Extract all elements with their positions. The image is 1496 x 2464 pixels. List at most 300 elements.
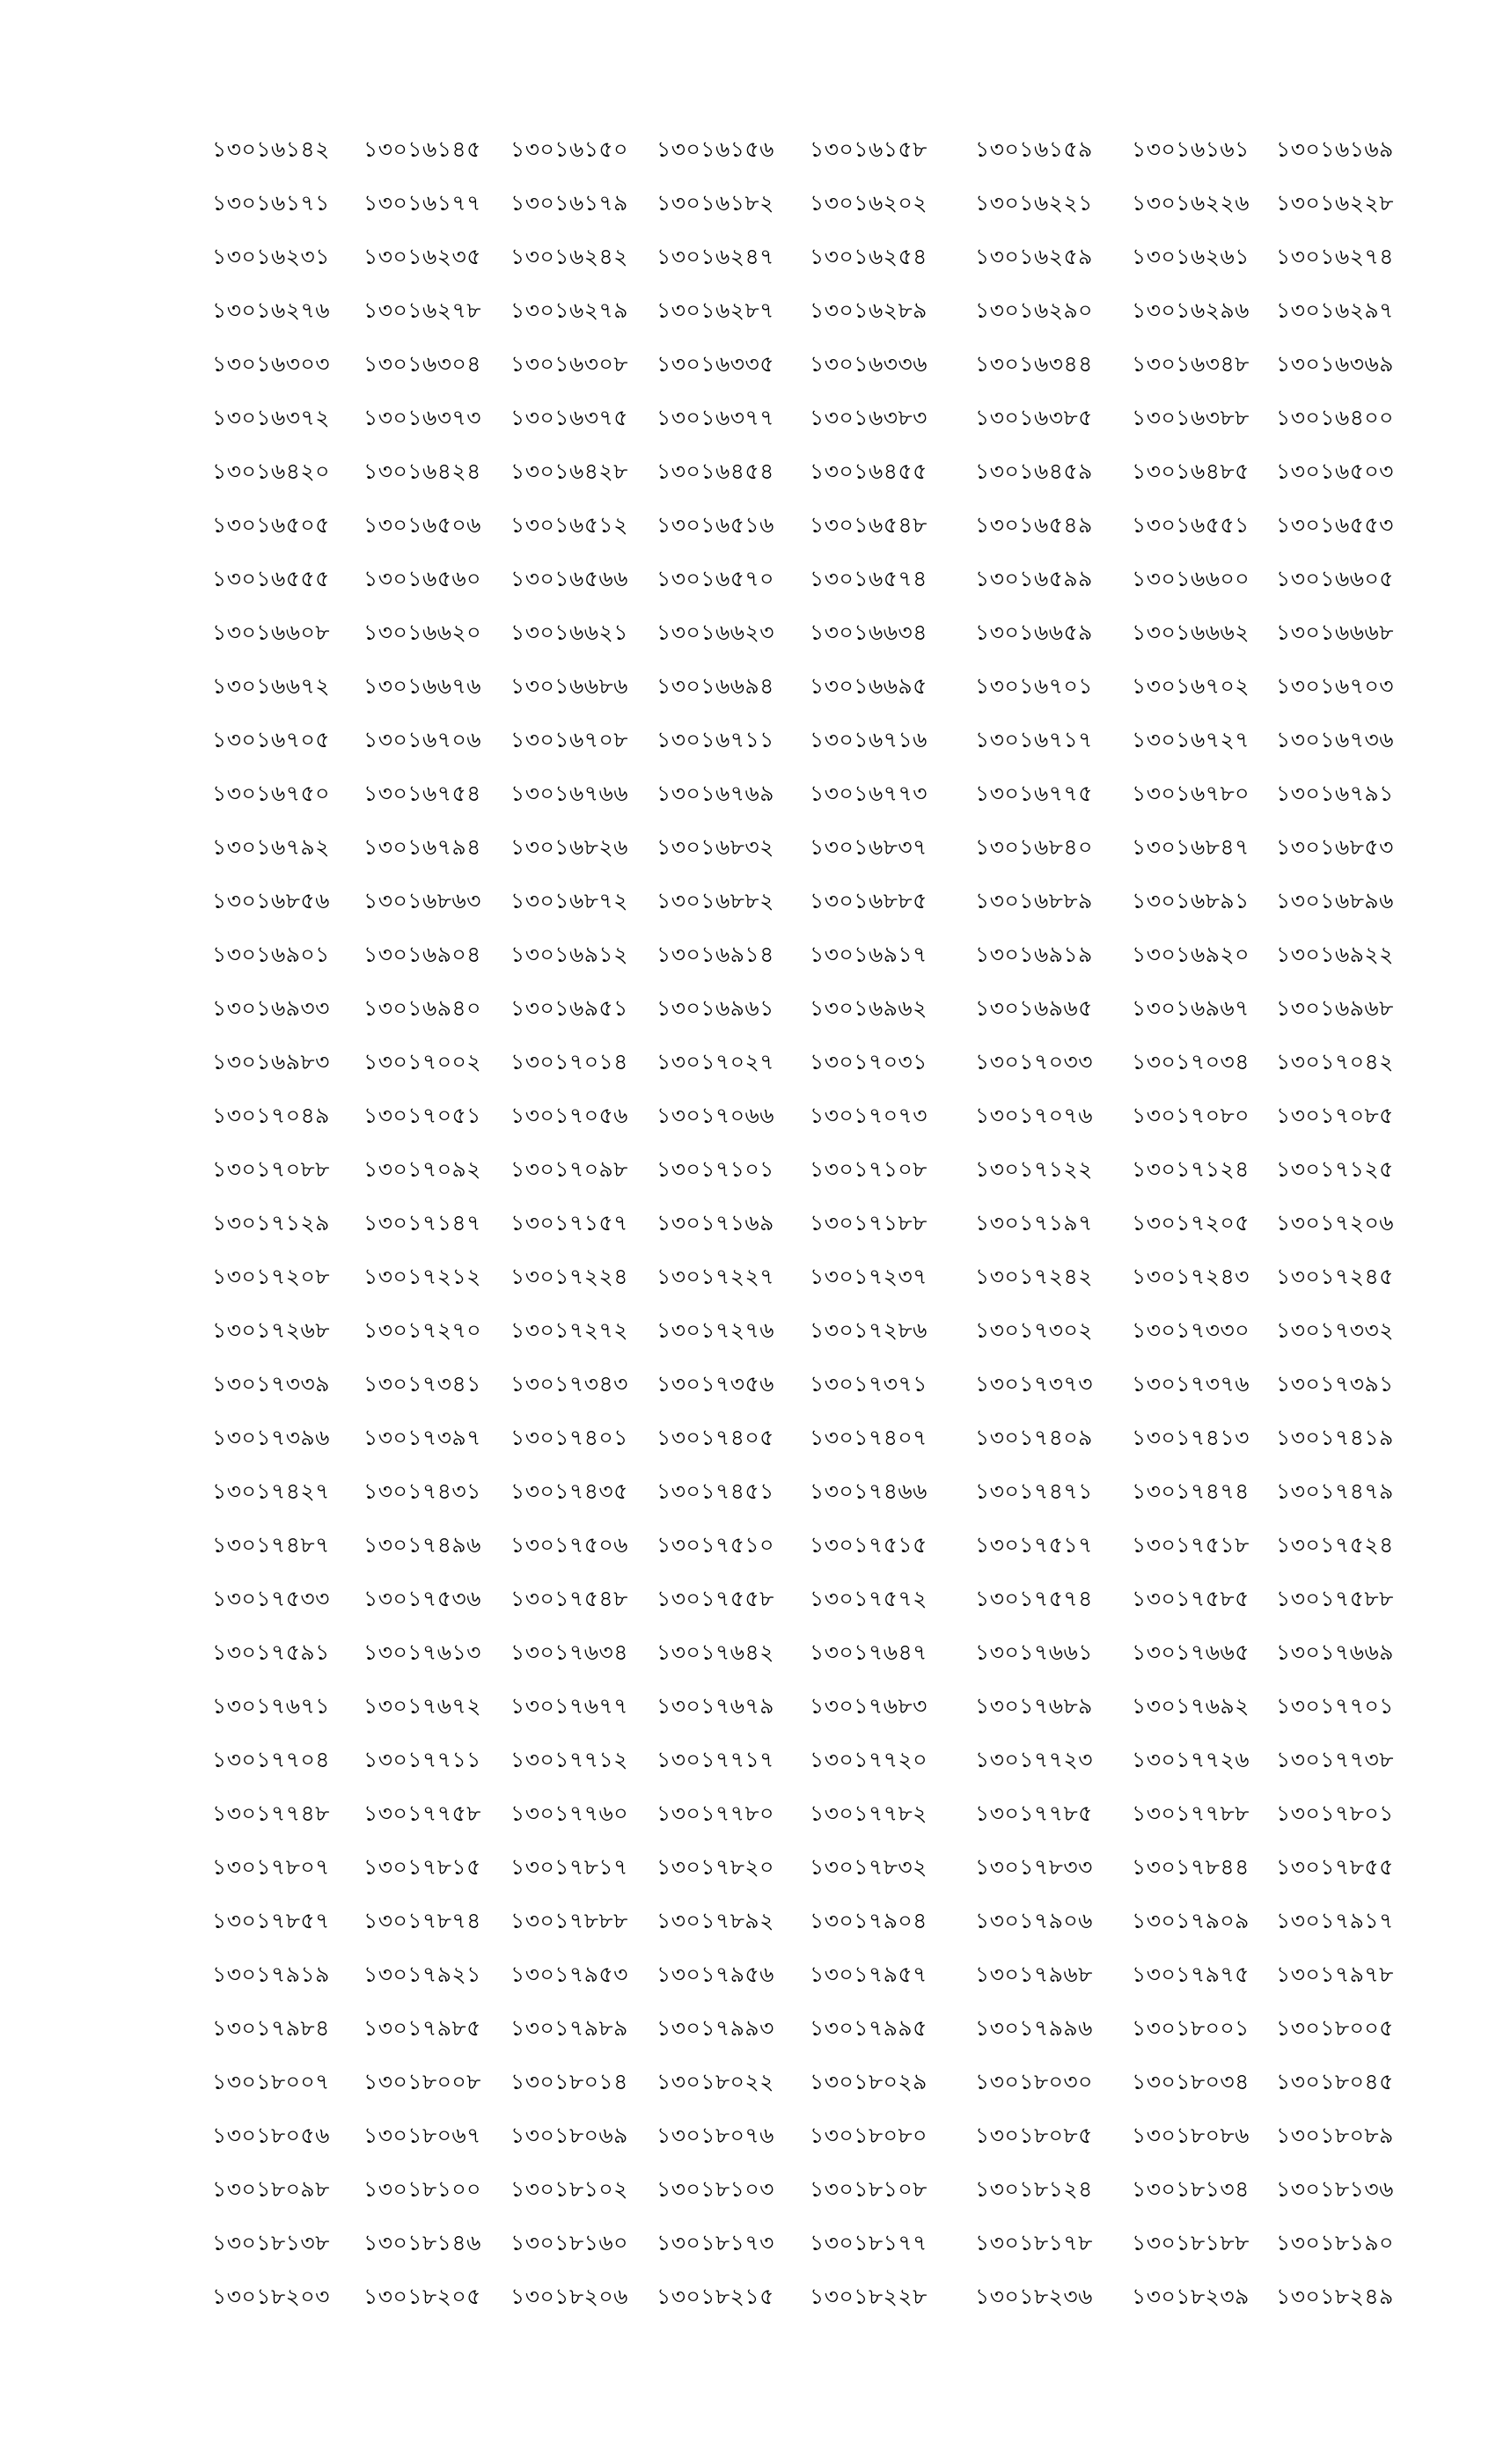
roll-number: ১৩০১৮১৭৮: [975, 2230, 1093, 2255]
roll-number: ১৩০১৭২৭২: [510, 1317, 628, 1343]
roll-number: ১৩০১৮০১৪: [510, 2069, 628, 2094]
roll-number: ১৩০১৭১২৫: [1276, 1156, 1394, 1182]
roll-number: ১৩০১৭০৩৩: [975, 1049, 1093, 1074]
roll-number: ১৩০১৭৯৯৫: [810, 2015, 928, 2041]
roll-number: ১৩০১৭৯৮৯: [510, 2015, 628, 2041]
roll-number: ১৩০১৭৬১৩: [363, 1639, 481, 1665]
roll-number: ১৩০১৭৩৩২: [1276, 1317, 1394, 1343]
roll-number: ১৩০১৬৭৮০: [1132, 781, 1250, 806]
roll-number: ১৩০১৮১২৪: [975, 2176, 1093, 2202]
roll-number: ১৩০১৭৫৪৮: [510, 1586, 628, 1611]
roll-number: ১৩০১৬৪২৪: [363, 458, 481, 484]
roll-number: ১৩০১৭৪৭৪: [1132, 1478, 1250, 1504]
roll-number: ১৩০১৭৩০২: [975, 1317, 1093, 1343]
roll-number: ১৩০১৬২৯৬: [1132, 297, 1250, 323]
roll-row: [0, 508, 1496, 561]
roll-number: ১৩০১৬৯২০: [1132, 942, 1250, 967]
roll-number: ১৩০১৭৪০৭: [810, 1425, 928, 1450]
roll-number: ১৩০১৬৮৮২: [656, 888, 774, 913]
roll-number: ১৩০১৮১৩৮: [212, 2230, 330, 2255]
roll-number: ১৩০১৬৩০৩: [212, 351, 330, 377]
roll-number: ১৩০১৭৮১৫: [363, 1854, 481, 1880]
roll-number: ১৩০১৮২৪৯: [1276, 2284, 1394, 2309]
roll-number: ১৩০১৮১৭৩: [656, 2230, 774, 2255]
roll-number: ১৩০১৬২৯০: [975, 297, 1093, 323]
roll-number: ১৩০১৬৬৫৯: [975, 620, 1093, 645]
roll-row: [0, 1045, 1496, 1098]
roll-number: ১৩০১৭৩৭৩: [975, 1371, 1093, 1397]
roll-number: ১৩০১৬৩৮৫: [975, 405, 1093, 430]
roll-row: [0, 669, 1496, 722]
roll-number: ১৩০১৭২০৫: [1132, 1210, 1250, 1236]
roll-number: ১৩০১৬৩৮৮: [1132, 405, 1250, 430]
roll-row: [0, 1259, 1496, 1313]
roll-number: ১৩০১৭৮১৭: [510, 1854, 628, 1880]
roll-number: ১৩০১৬৭৭৩: [810, 781, 928, 806]
roll-number: ১৩০১৭৫০৬: [510, 1532, 628, 1558]
roll-number: ১৩০১৮১০৩: [656, 2176, 774, 2202]
roll-number: ১৩০১৭২২৭: [656, 1264, 774, 1289]
roll-number: ১৩০১৭৭৬০: [510, 1800, 628, 1826]
roll-number: ১৩০১৭০৩১: [810, 1049, 928, 1074]
roll-row: [0, 1796, 1496, 1850]
roll-number: ১৩০১৭২৭৬: [656, 1317, 774, 1343]
roll-number: ১৩০১৬১৭১: [212, 190, 330, 216]
roll-number: ১৩০১৭০৭৩: [810, 1103, 928, 1128]
roll-number: ১৩০১৭৭৫৮: [363, 1800, 481, 1826]
roll-number: ১৩০১৬৮৩৭: [810, 834, 928, 860]
roll-number: ১৩০১৭০৮৮: [212, 1156, 330, 1182]
roll-number: ১৩০১৬২২১: [975, 190, 1093, 216]
roll-number: ১৩০১৭৩৯৬: [212, 1425, 330, 1450]
roll-number: ১৩০১৭৬৪৭: [810, 1639, 928, 1665]
roll-number: ১৩০১৬৮৭২: [510, 888, 628, 913]
roll-number: ১৩০১৬৪২০: [212, 458, 330, 484]
roll-number: ১৩০১৭৬৩৪: [510, 1639, 628, 1665]
roll-number: ১৩০১৬৮৬৩: [363, 888, 481, 913]
roll-number: ১৩০১৭৪০১: [510, 1425, 628, 1450]
roll-number: ১৩০১৭৭১২: [510, 1747, 628, 1772]
roll-number: ১৩০১৮০৯৮: [212, 2176, 330, 2202]
roll-number: ১৩০১৬৭৩৬: [1276, 727, 1394, 752]
roll-number: ১৩০১৭৫২৪: [1276, 1532, 1394, 1558]
roll-row: [0, 830, 1496, 884]
roll-number: ১৩০১৭০৫৬: [510, 1103, 628, 1128]
roll-row: [0, 722, 1496, 776]
roll-number: ১৩০১৬৬৭৬: [363, 673, 481, 699]
roll-number: ১৩০১৭২৬৮: [212, 1317, 330, 1343]
roll-number: ১৩০১৬৭৯৪: [363, 834, 481, 860]
roll-number: ১৩০১৭৭২০: [810, 1747, 928, 1772]
roll-row: [0, 1152, 1496, 1206]
roll-row: [0, 1689, 1496, 1742]
roll-number: ১৩০১৬৯৪০: [363, 995, 481, 1021]
roll-number: ১৩০১৬৭৫০: [212, 781, 330, 806]
roll-number: ১৩০১৭৩৭১: [810, 1371, 928, 1397]
roll-row: [0, 1850, 1496, 1903]
roll-number: ১৩০১৬৯৩৩: [212, 995, 330, 1021]
roll-number: ১৩০১৭৯৭৮: [1276, 1962, 1394, 1987]
roll-row: [0, 239, 1496, 293]
roll-number: ১৩০১৭৩৭৬: [1132, 1371, 1250, 1397]
roll-number: ১৩০১৬৯০৪: [363, 942, 481, 967]
roll-number: ১৩০১৬১৫০: [510, 136, 628, 162]
roll-number: ১৩০১৭২১২: [363, 1264, 481, 1289]
roll-row: [0, 1367, 1496, 1420]
roll-number: ১৩০১৭২৪২: [975, 1264, 1093, 1289]
roll-number: ১৩০১৭৮৫৫: [1276, 1854, 1394, 1880]
roll-number: ১৩০১৬৪৫৪: [656, 458, 774, 484]
roll-number: ১৩০১৬৪৮৫: [1132, 458, 1250, 484]
roll-number: ১৩০১৭৩৫৬: [656, 1371, 774, 1397]
roll-number: ১৩০১৭০৪২: [1276, 1049, 1394, 1074]
roll-row: [0, 561, 1496, 615]
roll-row: [0, 1957, 1496, 2011]
roll-number: ১৩০১৭৮৪৪: [1132, 1854, 1250, 1880]
roll-number: ১৩০১৭৬৯২: [1132, 1693, 1250, 1719]
roll-number: ১৩০১৬২৭৮: [363, 297, 481, 323]
roll-number: ১৩০১৭৩৩০: [1132, 1317, 1250, 1343]
roll-number: ১৩০১৭৪৯৬: [363, 1532, 481, 1558]
roll-number: ১৩০১৬৯১৭: [810, 942, 928, 967]
roll-number: ১৩০১৭০৫১: [363, 1103, 481, 1128]
roll-number: ১৩০১৭৩৪৩: [510, 1371, 628, 1397]
roll-number: ১৩০১৬৯১২: [510, 942, 628, 967]
roll-number: ১৩০১৬৫৪৯: [975, 512, 1093, 538]
roll-number: ১৩০১৭৭১৭: [656, 1747, 774, 1772]
roll-number: ১৩০১৭৭২৬: [1132, 1747, 1250, 1772]
roll-number: ১৩০১৬৩৩৫: [656, 351, 774, 377]
roll-number: ১৩০১৬৪৫৯: [975, 458, 1093, 484]
roll-row: [0, 615, 1496, 669]
roll-number: ১৩০১৬৬৯৪: [656, 673, 774, 699]
roll-row: [0, 2064, 1496, 2118]
roll-number: ১৩০১৭৩৪১: [363, 1371, 481, 1397]
roll-number: ১৩০১৭৬৬১: [975, 1639, 1093, 1665]
roll-number: ১৩০১৭২৭০: [363, 1317, 481, 1343]
roll-number: ১৩০১৮০০৭: [212, 2069, 330, 2094]
roll-number: ১৩০১৮২৩৯: [1132, 2284, 1250, 2309]
roll-number: ১৩০১৮০০৮: [363, 2069, 481, 2094]
roll-number: ১৩০১৭৪০৯: [975, 1425, 1093, 1450]
roll-number: ১৩০১৬৫৯৯: [975, 566, 1093, 591]
roll-number: ১৩০১৮০৬৯: [510, 2123, 628, 2148]
roll-number: ১৩০১৬৬২১: [510, 620, 628, 645]
roll-number: ১৩০১৬৭০৮: [510, 727, 628, 752]
roll-row: [0, 2011, 1496, 2064]
roll-number: ১৩০১৮১৩৪: [1132, 2176, 1250, 2202]
roll-number: ১৩০১৭৭৮৫: [975, 1800, 1093, 1826]
roll-number: ১৩০১৭৯৫৭: [810, 1962, 928, 1987]
roll-number: ১৩০১৬২০২: [810, 190, 928, 216]
roll-number: ১৩০১৬৭১১: [656, 727, 774, 752]
roll-number: ১৩০১৭৮৩৩: [975, 1854, 1093, 1880]
roll-number: ১৩০১৬৬০৮: [212, 620, 330, 645]
roll-number: ১৩০১৭৭৮০: [656, 1800, 774, 1826]
roll-number: ১৩০১৬৭৫৪: [363, 781, 481, 806]
roll-number: ১৩০১৭৪৮৭: [212, 1532, 330, 1558]
roll-number: ১৩০১৭৯৬৮: [975, 1962, 1093, 1987]
roll-number: ১৩০১৬৯১৪: [656, 942, 774, 967]
roll-number: ১৩০১৬৫৪৮: [810, 512, 928, 538]
roll-number: ১৩০১৬৩৭৭: [656, 405, 774, 430]
roll-row: [0, 1581, 1496, 1635]
roll-number: ১৩০১৬৭২৭: [1132, 727, 1250, 752]
roll-number: ১৩০১৬৭০৫: [212, 727, 330, 752]
roll-number: ১৩০১৮২২৮: [810, 2284, 928, 2309]
roll-number: ১৩০১৬৬০৫: [1276, 566, 1394, 591]
roll-row: [0, 132, 1496, 186]
roll-number: ১৩০১৭৪২৭: [212, 1478, 330, 1504]
roll-number: ১৩০১৭৯৯৬: [975, 2015, 1093, 2041]
roll-number: ১৩০১৭১২৯: [212, 1210, 330, 1236]
roll-number: ১৩০১৬৬২০: [363, 620, 481, 645]
roll-number: ১৩০১৮০২৯: [810, 2069, 928, 2094]
roll-number: ১৩০১৮১৭৭: [810, 2230, 928, 2255]
roll-number: ১৩০১৮১০২: [510, 2176, 628, 2202]
roll-number: ১৩০১৭৩৯৭: [363, 1425, 481, 1450]
roll-number: ১৩০১৬২৬১: [1132, 244, 1250, 269]
roll-number: ১৩০১৭৬৮৩: [810, 1693, 928, 1719]
roll-number: ১৩০১৭৩৯১: [1276, 1371, 1394, 1397]
roll-number: ১৩০১৭৫৮৮: [1276, 1586, 1394, 1611]
roll-number: ১৩০১৭৫৯১: [212, 1639, 330, 1665]
roll-number: ১৩০১৭৯৭৫: [1132, 1962, 1250, 1987]
roll-number: ১৩০১৬৬২৩: [656, 620, 774, 645]
roll-number: ১৩০১৬২২৮: [1276, 190, 1394, 216]
roll-number: ১৩০১৬৮৫৩: [1276, 834, 1394, 860]
roll-number: ১৩০১৬৫৫৩: [1276, 512, 1394, 538]
roll-number: ১৩০১৬৭১৭: [975, 727, 1093, 752]
roll-number: ১৩০১৬৫৭০: [656, 566, 774, 591]
roll-number: ১৩০১৮০৪৫: [1276, 2069, 1394, 2094]
roll-number: ১৩০১৭৫১৫: [810, 1532, 928, 1558]
roll-number: ১৩০১৬৩৮৩: [810, 405, 928, 430]
roll-number: ১৩০১৬৭৬৯: [656, 781, 774, 806]
roll-number: ১৩০১৮১৩৬: [1276, 2176, 1394, 2202]
roll-row: [0, 1206, 1496, 1259]
roll-number: ১৩০১৬৮৩২: [656, 834, 774, 860]
roll-number: ১৩০১৬১৪২: [212, 136, 330, 162]
roll-number: ১৩০১৬৮৪০: [975, 834, 1093, 860]
roll-number: ১৩০১৭৬৭২: [363, 1693, 481, 1719]
roll-number: ১৩০১৬৫৫৫: [212, 566, 330, 591]
roll-number: ১৩০১৬৬৩৪: [810, 620, 928, 645]
roll-number: ১৩০১৮২০৩: [212, 2284, 330, 2309]
roll-number: ১৩০১৬৯৫১: [510, 995, 628, 1021]
roll-number: ১৩০১৭০৪৯: [212, 1103, 330, 1128]
roll-number: ১৩০১৭৭০১: [1276, 1693, 1394, 1719]
roll-number: ১৩০১৬৫০৬: [363, 512, 481, 538]
roll-row: [0, 1635, 1496, 1689]
roll-number: ১৩০১৬৭৭৫: [975, 781, 1093, 806]
roll-number: ১৩০১৬৫১২: [510, 512, 628, 538]
roll-number: ১৩০১৬৫৫১: [1132, 512, 1250, 538]
roll-number: ১৩০১৭১০৮: [810, 1156, 928, 1182]
roll-number: ১৩০১৭৩৩৯: [212, 1371, 330, 1397]
roll-number: ১৩০১৭০৬৬: [656, 1103, 774, 1128]
roll-number: ১৩০১৮২০৫: [363, 2284, 481, 2309]
roll-row: [0, 293, 1496, 347]
roll-number: ১৩০১৬৯০১: [212, 942, 330, 967]
roll-number: ১৩০১৭৭৮২: [810, 1800, 928, 1826]
roll-row: [0, 1098, 1496, 1152]
roll-number: ১৩০১৮০০৫: [1276, 2015, 1394, 2041]
roll-number: ১৩০১৬৬৮৬: [510, 673, 628, 699]
roll-number: ১৩০১৭৭০৪: [212, 1747, 330, 1772]
roll-number: ১৩০১৬২৪২: [510, 244, 628, 269]
roll-number: ১৩০১৬৩৩৬: [810, 351, 928, 377]
roll-number: ১৩০১৭৯১৭: [1276, 1908, 1394, 1933]
roll-number: ১৩০১৬৬৭২: [212, 673, 330, 699]
roll-number: ১৩০১৭০৮৫: [1276, 1103, 1394, 1128]
roll-row: [0, 454, 1496, 508]
roll-row: [0, 2172, 1496, 2226]
roll-number: ১৩০১৭৫১০: [656, 1532, 774, 1558]
roll-number: ১৩০১৭৬৮৯: [975, 1693, 1093, 1719]
roll-number: ১৩০১৭১২৪: [1132, 1156, 1250, 1182]
roll-number: ১৩০১৬৭৯১: [1276, 781, 1394, 806]
roll-number: ১৩০১৬২৩১: [212, 244, 330, 269]
roll-row: [0, 1474, 1496, 1528]
roll-number: ১৩০১৬১৭৭: [363, 190, 481, 216]
roll-number: ১৩০১৭৯৯৩: [656, 2015, 774, 2041]
roll-number: ১৩০১৭৫৭৪: [975, 1586, 1093, 1611]
roll-number: ১৩০১৮১০০: [363, 2176, 481, 2202]
roll-number: ১৩০১৭৯৮৪: [212, 2015, 330, 2041]
roll-number: ১৩০১৬৫১৬: [656, 512, 774, 538]
roll-number: ১৩০১৬২৭৯: [510, 297, 628, 323]
roll-number: ১৩০১৬৮৯৬: [1276, 888, 1394, 913]
roll-number: ১৩০১৭০৮০: [1132, 1103, 1250, 1128]
roll-number: ১৩০১৭৬৭৭: [510, 1693, 628, 1719]
roll-number: ১৩০১৭৫৩৬: [363, 1586, 481, 1611]
roll-number: ১৩০১৭৮০৭: [212, 1854, 330, 1880]
roll-number: ১৩০১৭১০১: [656, 1156, 774, 1182]
roll-number: ১৩০১৬৭০১: [975, 673, 1093, 699]
roll-number: ১৩০১৬৫৭৪: [810, 566, 928, 591]
roll-row: [0, 884, 1496, 937]
roll-row: [0, 2279, 1496, 2333]
roll-number: ১৩০১৭২৮৬: [810, 1317, 928, 1343]
roll-number: ১৩০১৬৮৫৬: [212, 888, 330, 913]
roll-number: ১৩০১৬৯১৯: [975, 942, 1093, 967]
roll-number: ১৩০১৭৬৬৫: [1132, 1639, 1250, 1665]
roll-number: ১৩০১৭৮৭৪: [363, 1908, 481, 1933]
roll-number: ১৩০১৮০২২: [656, 2069, 774, 2094]
roll-number: ১৩০১৭৪৩১: [363, 1478, 481, 1504]
roll-number: ১৩০১৭০৩৪: [1132, 1049, 1250, 1074]
roll-number: ১৩০১৭০৯২: [363, 1156, 481, 1182]
roll-number: ১৩০১৬২৭৪: [1276, 244, 1394, 269]
roll-number: ১৩০১৭৯১৯: [212, 1962, 330, 1987]
roll-row: [0, 2118, 1496, 2172]
roll-number: ১৩০১৭৪৬৬: [810, 1478, 928, 1504]
roll-number: ১৩০১৬১৫৯: [975, 136, 1093, 162]
roll-number: ১৩০১৭৯৫৬: [656, 1962, 774, 1987]
roll-number: ১৩০১৬২৮৯: [810, 297, 928, 323]
roll-number: ১৩০১৭১৯৭: [975, 1210, 1093, 1236]
roll-number: ১৩০১৭৫৮৫: [1132, 1586, 1250, 1611]
roll-row: [0, 1903, 1496, 1957]
roll-number: ১৩০১৭৫১৮: [1132, 1532, 1250, 1558]
roll-number: ১৩০১৮২৩৬: [975, 2284, 1093, 2309]
roll-number: ১৩০১৬৪২৮: [510, 458, 628, 484]
roll-number: ১৩০১৭৮৯২: [656, 1908, 774, 1933]
roll-number: ১৩০১৬৯৬৫: [975, 995, 1093, 1021]
roll-number: ১৩০১৬৩৭৫: [510, 405, 628, 430]
roll-number: ১৩০১৮০৭৬: [656, 2123, 774, 2148]
roll-number: ১৩০১৭৬৬৯: [1276, 1639, 1394, 1665]
roll-row: [0, 991, 1496, 1045]
roll-number: ১৩০১৬৫০৫: [212, 512, 330, 538]
roll-number: ১৩০১৭৮০১: [1276, 1800, 1394, 1826]
roll-number: ১৩০১৮২১৫: [656, 2284, 774, 2309]
roll-number: ১৩০১৬৩৭২: [212, 405, 330, 430]
roll-number: ১৩০১৮১৮৮: [1132, 2230, 1250, 2255]
roll-number: ১৩০১৭২৪৫: [1276, 1264, 1394, 1289]
roll-row: [0, 776, 1496, 830]
roll-number: ১৩০১৭৪৭১: [975, 1478, 1093, 1504]
roll-number: ১৩০১৬৩০৮: [510, 351, 628, 377]
roll-number: ১৩০১৬৫৬০: [363, 566, 481, 591]
roll-number: ১৩০১৭৯০৪: [810, 1908, 928, 1933]
roll-number: ১৩০১৮১৯০: [1276, 2230, 1394, 2255]
roll-number: ১৩০১৬২৫৯: [975, 244, 1093, 269]
roll-number: ১৩০১৬৯৬২: [810, 995, 928, 1021]
roll-number: ১৩০১৮১৪৬: [363, 2230, 481, 2255]
roll-number: ১৩০১৭৫৩৩: [212, 1586, 330, 1611]
roll-number: ১৩০১৬৮৪৭: [1132, 834, 1250, 860]
roll-number: ১৩০১৭০৯৮: [510, 1156, 628, 1182]
roll-row: [0, 1313, 1496, 1367]
roll-number: ১৩০১৬৯৮৩: [212, 1049, 330, 1074]
roll-number: ১৩০১৭৬৪২: [656, 1639, 774, 1665]
roll-number: ১৩০১৬৯৬১: [656, 995, 774, 1021]
roll-number: ১৩০১৬১৫৮: [810, 136, 928, 162]
roll-number: ১৩০১৬১৬১: [1132, 136, 1250, 162]
roll-number: ১৩০১৬৯৬৮: [1276, 995, 1394, 1021]
roll-number: ১৩০১৭৯০৯: [1132, 1908, 1250, 1933]
roll-number: ১৩০১৭৭৪৮: [212, 1800, 330, 1826]
roll-number: ১৩০১৭৫৫৮: [656, 1586, 774, 1611]
roll-number: ১৩০১৬১৪৫: [363, 136, 481, 162]
roll-number: ১৩০১৭৯৮৫: [363, 2015, 481, 2041]
roll-number: ১৩০১৭৪১৩: [1132, 1425, 1250, 1450]
roll-number: ১৩০১৮০০১: [1132, 2015, 1250, 2041]
roll-number: ১৩০১৬৭১৬: [810, 727, 928, 752]
roll-number: ১৩০১৬৭০৬: [363, 727, 481, 752]
roll-row: [0, 2226, 1496, 2279]
roll-number: ১৩০১৬৩৪৪: [975, 351, 1093, 377]
roll-number: ১৩০১৭৬৭১: [212, 1693, 330, 1719]
roll-number: ১৩০১৮১০৮: [810, 2176, 928, 2202]
roll-number: ১৩০১৭৭৩৮: [1276, 1747, 1394, 1772]
roll-number: ১৩০১৭১৮৮: [810, 1210, 928, 1236]
roll-number: ১৩০১৮০৮৯: [1276, 2123, 1394, 2148]
roll-number: ১৩০১৬৬৬৮: [1276, 620, 1394, 645]
roll-number: ১৩০১৬৭০৩: [1276, 673, 1394, 699]
roll-number: ১৩০১৭০১৪: [510, 1049, 628, 1074]
roll-number: ১৩০১৬৬৬২: [1132, 620, 1250, 645]
roll-number: ১৩০১৬৬৯৫: [810, 673, 928, 699]
roll-row: [0, 1742, 1496, 1796]
roll-number: ১৩০১৮০৫৬: [212, 2123, 330, 2148]
roll-number: ১৩০১৭১৬৯: [656, 1210, 774, 1236]
roll-number: ১৩০১৭৪৩৫: [510, 1478, 628, 1504]
roll-number: ১৩০১৭৭১১: [363, 1747, 481, 1772]
roll-number: ১৩০১৮১৬০: [510, 2230, 628, 2255]
